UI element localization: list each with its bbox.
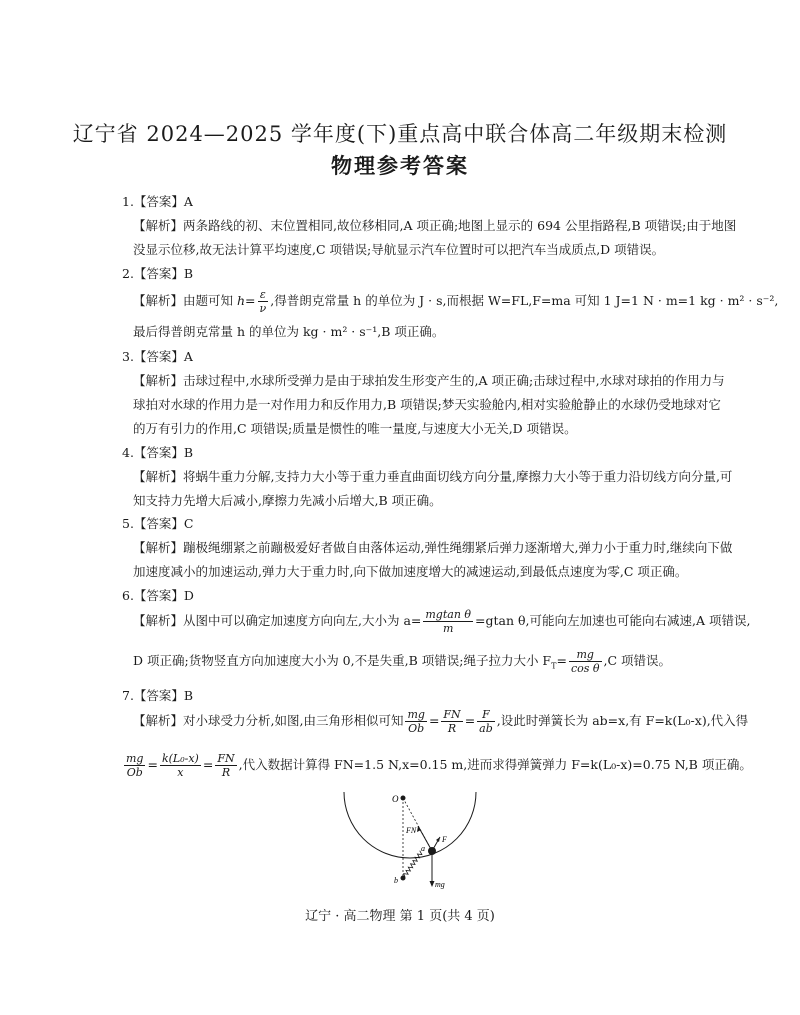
q3-answer: 3.【答案】A: [122, 349, 193, 364]
page-footer: 辽宁 · 高二物理 第 1 页(共 4 页): [305, 909, 495, 924]
q7-frac5: [160, 752, 201, 779]
q7-frac3-den: ab: [479, 722, 493, 735]
q7-text2-post: ,代入数据计算得 FN=1.5 N,x=0.15 m,进而求得弹簧弹力 F=k(L₀-x)=0.75 N,B 项正确。: [238, 757, 752, 772]
q6-eq: =: [556, 653, 567, 668]
q3-explanation-line1: 【解析】击球过程中,水球所受弹力是由于球拍发生形变产生的,A 项正确;击球过程中,水球对球拍的作用力与: [133, 373, 725, 388]
q2-eq: =: [245, 293, 256, 308]
q4-answer: 4.【答案】B: [122, 445, 194, 460]
bowl-arc: [344, 792, 476, 858]
q7-frac6-num: FN: [217, 752, 235, 765]
q7-frac6: [215, 752, 236, 779]
exam-subtitle: 物理参考答案: [331, 153, 469, 178]
q6-sub-t: T: [551, 661, 557, 671]
q7-eq2: =: [464, 713, 476, 728]
q6-answer: 6.【答案】D: [122, 588, 194, 603]
q7-frac1-num: mg: [407, 708, 425, 721]
q7-frac5-den: x: [177, 766, 184, 779]
q1-explanation-line1: 【解析】两条路线的初、末位置相同,故位移相同,A 项正确;地图上显示的 694 公里指路程,B 项错误;由于地图: [133, 218, 737, 233]
q1-explanation-line2: 没显示位移,故无法计算平均速度,C 项错误;导航显示汽车位置时可以把汽车当成质点,D 项错误。: [133, 242, 665, 257]
q5-explanation-line2: 加速度减小的加速运动,弹力大于重力时,向下做加速度增大的减速运动,到最低点速度为零,C 项正确。: [133, 564, 688, 579]
q7-frac3-num: F: [477, 708, 495, 722]
q6-text-post: =gtan θ,可能向左加速也可能向右减速,A 项错误,: [475, 613, 751, 628]
exam-title: 辽宁省 2024—2025 学年度(下)重点高中联合体高二年级期末检测: [72, 122, 728, 146]
force-diagram: [340, 790, 480, 900]
q7-frac5-num: k(L₀-x): [161, 752, 199, 765]
q5-answer: 5.【答案】C: [122, 516, 194, 531]
q2-frac-num: ε: [258, 288, 269, 302]
q7-frac2: [441, 708, 462, 735]
q7-frac2-num: FN: [443, 708, 461, 721]
q7-frac4-den: Ob: [126, 766, 143, 779]
q2-fraction: [258, 288, 269, 315]
q7-eq4: =: [202, 757, 214, 772]
q7-frac2-den: R: [447, 722, 457, 735]
q2-text-pre: 【解析】由题可知: [133, 293, 237, 308]
label-mg: mg: [435, 880, 445, 889]
mg-arrowhead: [430, 881, 435, 887]
label-b: b: [394, 876, 398, 885]
q3-explanation-line3: 的万有引力的作用,C 项错误;质量是惯性的唯一量度,与速度大小无关,D 项错误。: [133, 421, 577, 436]
q2-answer: 2.【答案】B: [122, 266, 194, 281]
q5-explanation-line1: 【解析】蹦极绳绷紧之前蹦极爱好者做自由落体运动,弹性绳绷紧后弹力逐渐增大,弹力小于重力时,继续向下做: [133, 540, 733, 555]
q2-explanation-line1: [133, 288, 779, 315]
q6-text2-post: ,C 项错误。: [603, 653, 672, 668]
label-fn: FN: [406, 826, 417, 835]
q6-frac-a-den: m: [442, 622, 454, 635]
q7-frac4-num: mg: [126, 752, 144, 765]
q7-frac4: [124, 752, 145, 779]
q6-fraction-ft: [569, 648, 602, 675]
ball-a: [428, 847, 436, 855]
q2-frac-den: ν: [259, 302, 267, 315]
label-a: a: [421, 844, 425, 853]
point-b: [401, 876, 406, 881]
q7-frac6-den: R: [221, 766, 231, 779]
f-arrowhead: [436, 837, 440, 842]
q6-frac-a-num: mgtan θ: [425, 608, 472, 621]
q7-answer: 7.【答案】B: [122, 688, 194, 703]
q4-explanation-line1: 【解析】将蜗牛重力分解,支持力大小等于重力垂直曲面切线方向分量,摩擦力大小等于重力沿切线方向分量,可: [133, 469, 733, 484]
spring: [403, 851, 423, 878]
q6-explanation-line1: [133, 608, 751, 635]
q6-fraction-a: [423, 608, 473, 635]
q7-text-pre: 【解析】对小球受力分析,如图,由三角形相似可知: [133, 713, 404, 728]
label-o: O: [392, 794, 399, 804]
q7-eq1: =: [428, 713, 440, 728]
point-o: [401, 796, 406, 801]
q7-frac1-den: Ob: [408, 722, 425, 735]
q7-frac3: [477, 708, 495, 735]
q1-answer: 1.【答案】A: [122, 194, 193, 209]
q7-explanation-line1: [133, 708, 749, 735]
q2-explanation-line2: 最后得普朗克常量 h 的单位为 kg · m² · s⁻¹,B 项正确。: [133, 324, 445, 339]
q2-text-post: ,得普朗克常量 h 的单位为 J · s,而根据 W=FL,F=ma 可知 1 J=1 N · m=1 kg · m² · s⁻²,: [270, 293, 779, 308]
label-f: F: [442, 835, 447, 844]
q6-text-pre: 【解析】从图中可以确定加速度方向向左,大小为 a=: [133, 613, 422, 628]
q7-explanation-line2: [122, 752, 752, 779]
q6-explanation-line2: [133, 648, 693, 675]
q7-eq3: =: [147, 757, 158, 772]
q3-explanation-line2: 球拍对水球的作用力是一对作用力和反作用力,B 项错误;梦天实验舱内,相对实验舱静止的水球仍受地球对它: [133, 397, 721, 412]
q7-frac1: [405, 708, 426, 735]
q6-frac-ft-num: mg: [569, 648, 602, 662]
q4-explanation-line2: 知支持力先增大后减小,摩擦力先减小后增大,B 项正确。: [133, 493, 442, 508]
q2-var-h: h: [236, 293, 246, 308]
q7-text-post: ,设此时弹簧长为 ab=x,有 F=k(L₀-x),代入得: [496, 713, 749, 728]
q6-frac-ft-den: cos θ: [570, 662, 600, 675]
q6-text2-pre: D 项正确;货物竖直方向加速度大小为 0,不是失重,B 项错误;绳子拉力大小 F: [133, 653, 552, 668]
